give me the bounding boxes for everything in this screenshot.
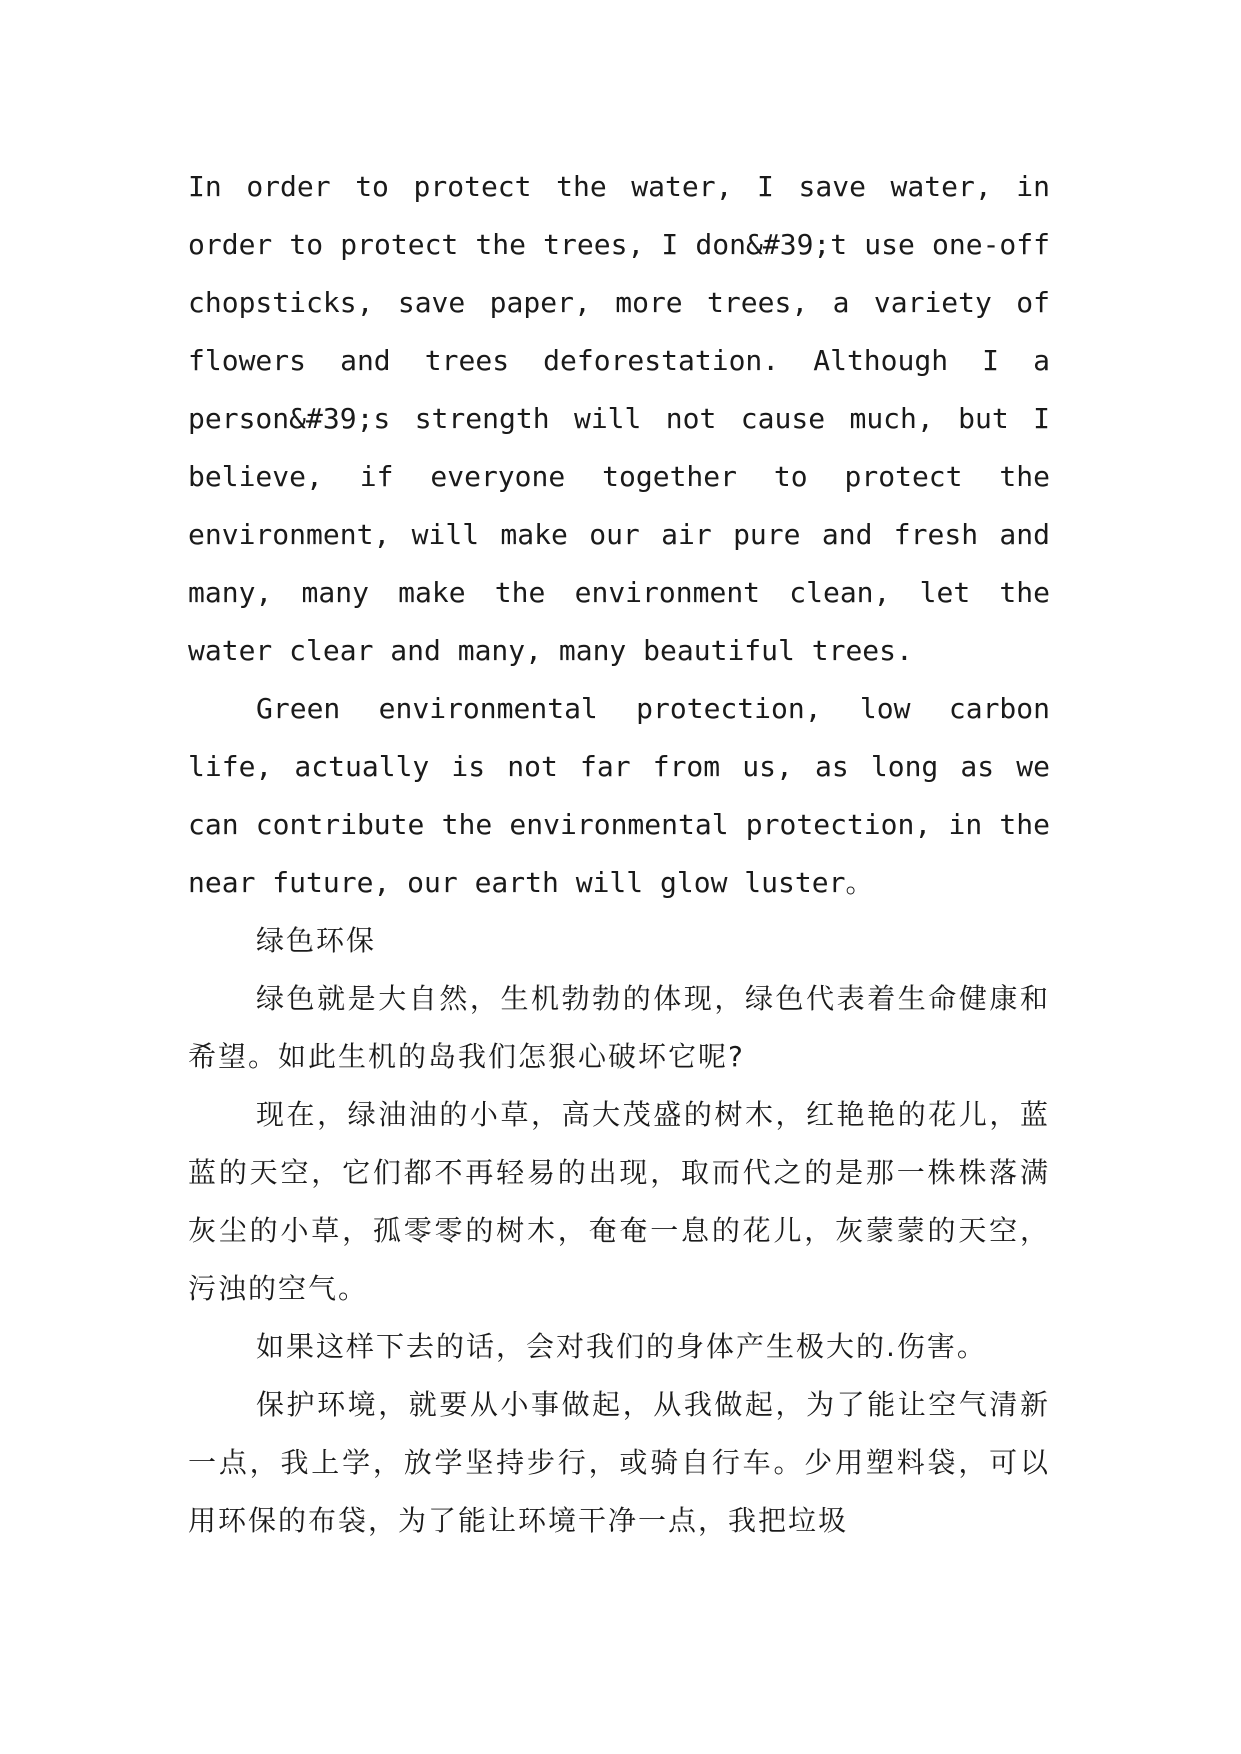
paragraph-zh-3: 如果这样下去的话，会对我们的身体产生极大的.伤害。 <box>256 1330 987 1363</box>
document-page <box>188 158 1050 1550</box>
paragraph-zh-2: 现在，绿油油的小草，高大茂盛的树木，红艳艳的花儿，蓝蓝的天空，它们都不再轻易的出现，取而代之的是那一株株落满灰尘的小草，孤零零的树木，奄奄一息的花儿，灰蒙蒙的天空，污浊的空气。 <box>188 1098 1050 1305</box>
section-title: 绿色环保 <box>256 924 377 957</box>
paragraph-en-2: Green environmental protection, low carbon life, actually is not far from us, as long as we can contribute the environmental protection, in the near future, our earth will glow luster。 <box>188 692 1050 899</box>
paragraph-en-1: In order to protect the water, I save water, in order to protect the trees, I don&#39;t use one-off chopsticks, save paper, more trees, a variety of flowers and trees deforestation. Although I a person&#39;s strength will not cause much, but I believe, if everyone together to protect the environment, will make our air pure and fresh and many, many make the environment clean, let the water clear and many, many beautiful trees. <box>188 170 1050 667</box>
paragraph-zh-1: 绿色就是大自然，生机勃勃的体现，绿色代表着生命健康和希望。如此生机的岛我们怎狠心破坏它呢? <box>188 982 1050 1073</box>
paragraph-zh-4: 保护环境，就要从小事做起，从我做起，为了能让空气清新一点，我上学，放学坚持步行，或骑自行车。少用塑料袋，可以用环保的布袋，为了能让环境干净一点，我把垃圾 <box>188 1388 1050 1537</box>
